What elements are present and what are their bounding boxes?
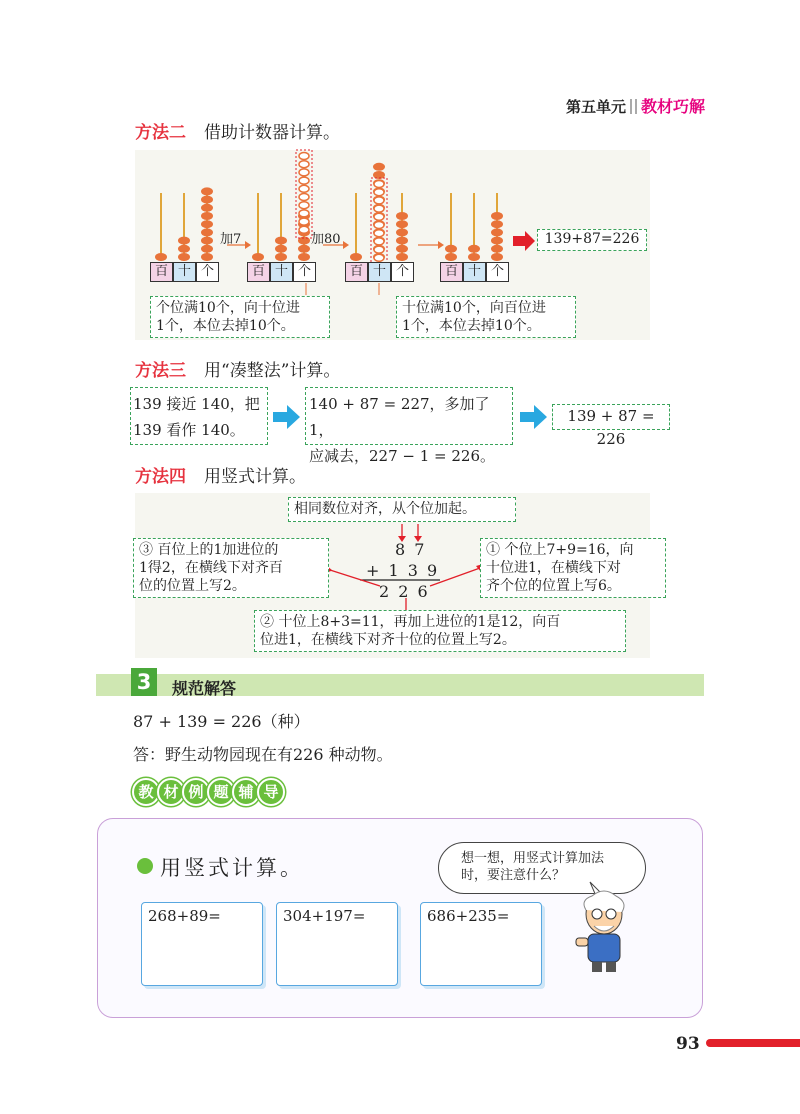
carry-bead (374, 189, 384, 196)
abacus-bead (275, 245, 287, 253)
carry-bead (374, 205, 384, 212)
abacus-bead (178, 245, 190, 253)
note1-line1: 个位满10个，向十位进 (156, 300, 300, 316)
abacus-bead (178, 237, 190, 245)
guide-char: 辅 (232, 778, 260, 806)
carry-bead (374, 246, 384, 253)
place-label-box: 个 (293, 262, 316, 282)
note2-line1: 十位满10个，向百位进 (402, 300, 546, 316)
method4-title (135, 462, 306, 487)
guide-char: 教 (132, 778, 160, 806)
carry-bead (374, 254, 384, 261)
abacus-bead (201, 253, 213, 261)
abacus-bead (201, 187, 213, 195)
abacus-bead (201, 212, 213, 220)
box2-line1: 140 + 87 = 227，多加了 1， (309, 395, 490, 439)
abacus-bead (201, 220, 213, 228)
box1-line1: 139 接近 140，把 (133, 395, 260, 413)
method4-label: 方法四 (135, 467, 186, 487)
step-arrow-head (245, 241, 251, 249)
section-number-badge: 3 (131, 668, 157, 696)
note-ones-carry (150, 296, 330, 338)
guide-char: 例 (182, 778, 210, 806)
add7-label: 加7 (220, 232, 242, 247)
step-arrow-head (343, 241, 349, 249)
method2-desc: 借助计数器计算。 (204, 123, 340, 143)
bottom-note-line2: 位进1，在横线下对齐十位的位置上写2。 (260, 632, 516, 648)
carry-bead (299, 185, 309, 192)
abacus-bead (468, 253, 480, 261)
carry-bead (299, 218, 309, 225)
carry-bead (299, 210, 309, 217)
abacus-bead (201, 196, 213, 204)
problem-3: 686+235= (427, 907, 510, 925)
abacus-bead (396, 212, 408, 220)
carry-bead (374, 222, 384, 229)
bullet-icon (137, 858, 153, 874)
bubble-line2: 时，要注意什么？ (461, 868, 566, 883)
carry-bead (374, 181, 384, 188)
footer-bar (706, 1039, 800, 1047)
abacus-bead (445, 253, 457, 261)
guide-char: 题 (207, 778, 235, 806)
place-label-box: 百 (345, 262, 368, 282)
carry-bead (299, 202, 309, 209)
abacus-bead (201, 204, 213, 212)
abacus-bead (373, 163, 385, 171)
abacus-bead (396, 220, 408, 228)
carry-bead (299, 161, 309, 168)
problem-card-2[interactable] (276, 902, 398, 986)
guide-badge (132, 778, 282, 806)
solution-equation: 87 + 139 = 226（种） (133, 712, 310, 731)
method3-desc: 用“凑整法”计算。 (204, 361, 341, 381)
method3-box3: 139 + 87 = 226 (552, 404, 670, 430)
place-label-box: 百 (150, 262, 173, 282)
method3-box2 (305, 387, 513, 465)
place-label-box: 十 (173, 262, 196, 282)
pointer-line (379, 283, 393, 295)
abacus-bead (468, 245, 480, 253)
guide-char: 材 (157, 778, 185, 806)
carry-bead (299, 194, 309, 201)
blue-arrow-icon (520, 405, 548, 429)
right-note-line3: 齐个位的位置上写6。 (486, 578, 621, 594)
abacus-bead (275, 253, 287, 261)
header-separator (630, 99, 637, 114)
align-note: 相同数位对齐，从个位加起。 (288, 497, 516, 522)
hundreds-note (133, 538, 329, 598)
page-number: 93 (676, 1034, 700, 1054)
carry-bead (299, 153, 309, 160)
abacus-bead (396, 228, 408, 236)
note2-line2: 1个，本位去掉10个。 (402, 318, 541, 334)
problem-2: 304+197= (283, 907, 366, 925)
calc-row1: 8 7 (395, 540, 427, 559)
place-label-box: 个 (486, 262, 509, 282)
problem-card-1[interactable] (141, 902, 263, 986)
method2-result: 139+87=226 (537, 229, 647, 251)
note-tens-carry (396, 296, 576, 338)
bubble-line1: 想一想，用竖式计算加法 (461, 851, 605, 866)
abacus-bead (155, 253, 167, 261)
abacus-bead (201, 228, 213, 236)
calc-row3: 2 2 6 (379, 582, 430, 601)
blue-arrow-icon (273, 405, 301, 429)
place-label-box: 十 (368, 262, 391, 282)
place-label-box: 十 (463, 262, 486, 282)
abacus-bead (201, 245, 213, 253)
place-label-box: 个 (196, 262, 219, 282)
abacus-bead (491, 228, 503, 236)
guide-char: 导 (257, 778, 285, 806)
place-label-box: 百 (247, 262, 270, 282)
page-header (566, 94, 705, 117)
carry-bead (374, 238, 384, 245)
left-note-line3: 位的位置上写2。 (139, 578, 246, 594)
abacus-bead (178, 253, 190, 261)
method3-label: 方法三 (135, 361, 186, 381)
problem-card-3[interactable] (420, 902, 542, 986)
abacus-bead (298, 253, 310, 261)
carry-bead (299, 226, 309, 233)
abacus-bead (252, 253, 264, 261)
abacus-bead (396, 245, 408, 253)
abacus-bead (396, 253, 408, 261)
abacus-bead (491, 253, 503, 261)
carry-bead (374, 230, 384, 237)
abacus-bead (491, 245, 503, 253)
add80-label: 加80 (311, 232, 341, 247)
carry-bead (299, 169, 309, 176)
right-note-line2: 十位进1，在横线下对 (486, 560, 621, 576)
section-title: 规范解答 (172, 679, 237, 698)
solution-answer: 答：野生动物园现在有226 种动物。 (133, 745, 393, 764)
professor-character-icon (570, 880, 640, 975)
abacus-bead (491, 212, 503, 220)
tens-note (254, 610, 626, 652)
abacus-bead (491, 220, 503, 228)
exercise-title: 用竖式计算。 (160, 856, 304, 880)
note1-line2: 1个，本位去掉10个。 (156, 318, 295, 334)
right-note-line1: ① 个位上7+9=16，向 (486, 542, 634, 558)
calc-row2: + 1 3 9 (366, 561, 440, 580)
abacus-bead (445, 245, 457, 253)
left-note-line1: ③ 百位上的1加进位的 (139, 542, 279, 558)
carry-bead (374, 213, 384, 220)
place-label-box: 百 (440, 262, 463, 282)
left-note-line2: 1得2，在横线下对齐百 (139, 560, 283, 576)
method2-title (135, 118, 340, 143)
abacus-bead (275, 237, 287, 245)
ones-note (480, 538, 666, 598)
unit-label: 第五单元 (565, 98, 626, 116)
carry-bead (374, 197, 384, 204)
method3-box1 (130, 387, 268, 445)
bottom-note-line1: ② 十位上8+3=11，再加上进位的1是12，向百 (260, 614, 561, 630)
abacus-bead (491, 237, 503, 245)
carry-bead (299, 177, 309, 184)
abacus-bead (298, 245, 310, 253)
step-arrow-head (438, 241, 444, 249)
place-label-box: 个 (391, 262, 414, 282)
place-label-box: 十 (270, 262, 293, 282)
box2-line2: 应减去，227 − 1 = 226。 (309, 447, 496, 465)
method2-label: 方法二 (135, 123, 186, 143)
method3-title (135, 356, 340, 381)
box1-line2: 139 看作 140。 (133, 421, 245, 439)
result-arrow-icon (513, 231, 535, 251)
method4-desc: 用竖式计算。 (204, 467, 306, 487)
topic-label: 教材巧解 (640, 97, 705, 116)
abacus-bead (201, 237, 213, 245)
problem-1: 268+89= (148, 907, 221, 925)
abacus-bead (396, 237, 408, 245)
abacus-bead (350, 253, 362, 261)
